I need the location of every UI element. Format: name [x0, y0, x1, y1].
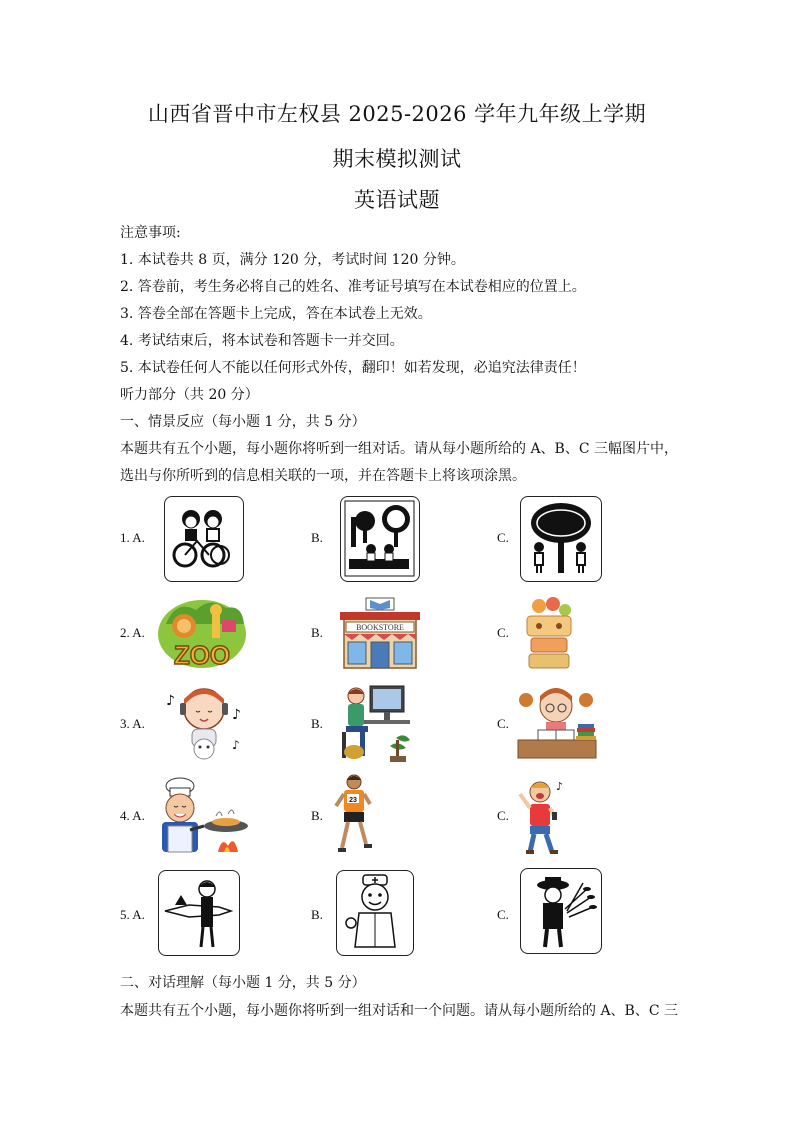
q4-option-a-label: 4. A.: [120, 808, 145, 823]
q2-option-b-label: B.: [311, 625, 323, 640]
q3-option-c-label: C.: [497, 716, 509, 731]
q4-option-c-label: C.: [497, 808, 509, 823]
listening-heading: 听力部分（共 20 分）: [120, 387, 259, 403]
notes-heading: 注意事项:: [120, 225, 181, 241]
q2-option-a-zoo-image[interactable]: [156, 594, 248, 672]
q2-option-a-label: 2. A.: [120, 625, 145, 640]
exam-title-line3: 英语试题: [354, 188, 440, 212]
q2-option-c-food-stall-image[interactable]: [519, 594, 579, 672]
note-item-3: 3. 答卷全部在答题卡上完成，答在本试卷上无效。: [120, 306, 432, 322]
runner-bib-number: 23: [349, 797, 357, 804]
zoo-sign-text: ZOO: [173, 640, 231, 670]
q3-option-a-music-girl-image[interactable]: [160, 683, 246, 767]
bookstore-sign-text: BOOKSTORE: [356, 623, 404, 632]
svg-text:♪: ♪: [166, 693, 175, 709]
q4-option-c-singing-boy-image[interactable]: [516, 776, 570, 856]
note-item-1: 1. 本试卷共 8 页，满分 120 分，考试时间 120 分钟。: [120, 252, 465, 268]
q5-option-b-doctor-image[interactable]: [336, 870, 414, 956]
exam-title-line1: 山西省晋中市左权县 2025-2026 学年九年级上学期: [147, 102, 647, 126]
section1-instruction-line2: 选出与你所听到的信息相关联的一项，并在答题卡上将该项涂黑。: [120, 468, 526, 484]
q5-option-c-label: C.: [497, 907, 509, 922]
exam-title-line2: 期末模拟测试: [332, 147, 462, 171]
q1-option-b-park-scene-image[interactable]: [340, 496, 420, 582]
q2-option-b-bookstore-image[interactable]: [340, 596, 420, 670]
q3-option-c-reading-girl-image[interactable]: [516, 682, 598, 764]
note-item-2: 2. 答卷前，考生务必将自己的姓名、准考证号填写在本试卷相应的位置上。: [120, 279, 586, 295]
q1-option-a-label: 1. A.: [120, 530, 145, 545]
q3-option-a-label: 3. A.: [120, 716, 145, 731]
section2-instruction-line1: 本题共有五个小题，每小题你将听到一组对话和一个问题。请从每小题所给的 A、B、C 三: [120, 1003, 679, 1019]
section2-heading: 二、对话理解（每小题 1 分，共 5 分）: [120, 975, 366, 991]
q3-option-b-label: B.: [311, 716, 323, 731]
q1-option-a-cycling-kids-image[interactable]: [164, 496, 244, 582]
svg-text:♪: ♪: [232, 707, 241, 723]
note-item-4: 4. 考试结束后，将本试卷和答题卡一并交回。: [120, 333, 404, 349]
q1-option-c-tree-kids-image[interactable]: [520, 496, 602, 582]
q4-option-b-runner-image[interactable]: [334, 772, 374, 856]
svg-text:♪: ♪: [556, 780, 564, 793]
q3-option-b-computer-work-image[interactable]: [334, 682, 414, 766]
section1-instruction-line1: 本题共有五个小题，每小题你将听到一组对话。请从每小题所给的 A、B、C 三幅图片中，: [120, 441, 679, 457]
q5-option-a-label: 5. A.: [120, 907, 145, 922]
q4-option-a-cooking-chef-image[interactable]: [156, 776, 260, 856]
q5-option-a-pilot-image[interactable]: [158, 870, 240, 956]
q2-option-c-label: C.: [497, 625, 509, 640]
q1-option-b-label: B.: [311, 530, 323, 545]
note-item-5: 5. 本试卷任何人不能以任何形式外传，翻印！如若发现，必追究法律责任！: [120, 360, 586, 376]
section1-heading: 一、情景反应（每小题 1 分，共 5 分）: [120, 414, 366, 430]
q4-option-b-label: B.: [311, 808, 323, 823]
svg-text:♪: ♪: [232, 738, 240, 752]
q5-option-c-farmer-image[interactable]: [520, 868, 602, 954]
q1-option-c-label: C.: [497, 530, 509, 545]
q5-option-b-label: B.: [311, 907, 323, 922]
